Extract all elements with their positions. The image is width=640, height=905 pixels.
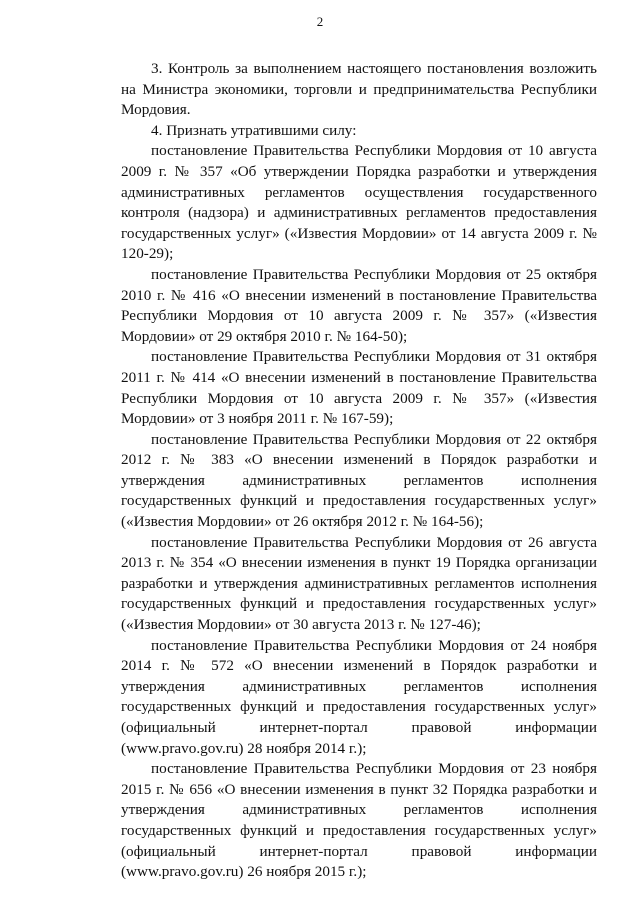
document-body — [121, 59, 597, 883]
repealed-act-paragraph: постановление Правительства Республики Мордовия от 25 октября 2010 г. № 416 «О внесении изменений в постановление Правительства Республики Мордовия от 10 августа 2009 г. № 357» («Известия Мордовии» от 29 октября 2010 г. № 164-50); — [121, 265, 597, 345]
paragraph-item-4: 4. Признать утратившими силу: — [151, 121, 357, 139]
repealed-act-paragraph: постановление Правительства Республики Мордовия от 24 ноября 2014 г. № 572 «О внесении изменений в Порядок разработки и утверждения административных регламентов исполнения государственных функций и предоставления государственных услуг» (официальный интернет-портал правовой информации (www.pravo.gov.ru) 28 ноября 2014 г.); — [121, 636, 597, 757]
repealed-act-paragraph: постановление Правительства Республики Мордовия от 31 октября 2011 г. № 414 «О внесении изменений в постановление Правительства Республики Мордовия от 10 августа 2009 г. № 357» («Известия Мордовии» от 3 ноября 2011 г. № 167-59); — [121, 348, 597, 428]
page-number: 2 — [316, 14, 324, 29]
repealed-act-paragraph: постановление Правительства Республики Мордовия от 26 августа 2013 г. № 354 «О внесении изменения в пункт 19 Порядка организации разработки и утверждения административных регламентов исполнения государственных функций и предоставления государственных услуг» («Известия Мордовии» от 30 августа 2013 г. № 127-46); — [121, 533, 597, 634]
paragraph-item-3: 3. Контроль за выполнением настоящего постановления возложить на Министра экономики, торговли и предпринимательства Республики Мордовия. — [121, 60, 597, 119]
repealed-act-paragraph: постановление Правительства Республики Мордовия от 22 октября 2012 г. № 383 «О внесении изменений в Порядок разработки и утверждения административных регламентов исполнения государственных функций и предоставления государственных услуг» («Известия Мордовии» от 26 октября 2012 г. № 164-56); — [121, 430, 597, 531]
repealed-act-paragraph: постановление Правительства Республики Мордовия от 23 ноября 2015 г. № 656 «О внесении изменения в пункт 32 Порядка разработки и утверждения административных регламентов исполнения государственных функций и предоставления государственных услуг» (официальный интернет-портал правовой информации (www.pravo.gov.ru) 26 ноября 2015 г.); — [121, 760, 597, 881]
repealed-act-paragraph: постановление Правительства Республики Мордовия от 10 августа 2009 г. № 357 «Об утверждении Порядка разработки и утверждения административных регламентов осуществления государственного контроля (надзора) и административных регламентов предоставления государственных услуг» («Известия Мордовии» от 14 августа 2009 г. № 120-29); — [121, 142, 597, 263]
